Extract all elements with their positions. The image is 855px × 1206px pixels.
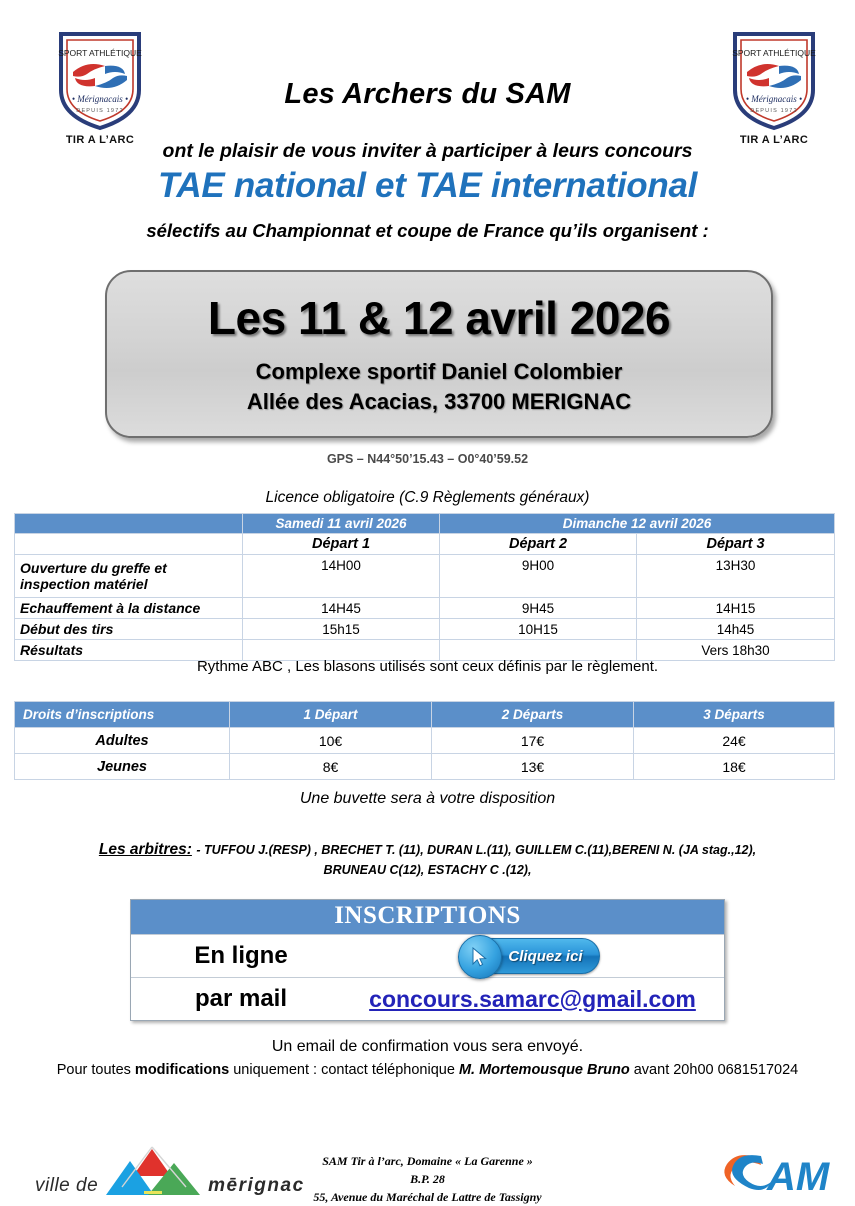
- licence-note: Licence obligatoire (C.9 Règlements généraux): [265, 489, 590, 506]
- cell-greffe-d1: 14H00: [243, 555, 440, 598]
- mail-value-cell: [341, 986, 724, 1013]
- row-label-resultats: Résultats: [15, 640, 243, 661]
- inscriptions-mail-row: [131, 977, 724, 1020]
- gps-coordinates: GPS – N44°50’15.43 – O0°40’59.52: [326, 452, 529, 466]
- referees-first-line: [0, 838, 855, 861]
- venue-place: Complexe sportif Daniel Colombier: [255, 359, 623, 385]
- cursor-icon: [458, 935, 502, 979]
- row-label-greffe: Ouverture du greffe et inspection matériel: [15, 555, 243, 598]
- sam-logo-icon: [715, 1146, 837, 1198]
- departure-3-header: Départ 3: [637, 534, 835, 555]
- invitation-line: ont le plaisir de vous inviter à participer à leurs concours: [162, 140, 693, 162]
- referees-section: [0, 838, 855, 880]
- fees-header-label: Droits d’inscriptions: [15, 702, 230, 728]
- svg-text:• Mérignacais •: • Mérignacais •: [71, 94, 129, 104]
- cell-greffe-d2: 9H00: [440, 555, 637, 598]
- qualifier-line: sélectifs au Championnat et coupe de France qu’ils organisent :: [146, 220, 709, 241]
- svg-text:SPORT ATHLÉTIQUE: SPORT ATHLÉTIQUE: [58, 48, 142, 58]
- competition-title: TAE national et TAE international: [157, 166, 698, 205]
- fees-table: [14, 701, 835, 780]
- refreshment-note: Une buvette sera à votre disposition: [299, 790, 556, 807]
- cell-greffe-d3: 13H30: [637, 555, 835, 598]
- cell-resultats-d3: Vers 18h30: [637, 640, 835, 661]
- footer-address-line-3: 55, Avenue du Maréchal de Lattre de Tassigny: [313, 1190, 542, 1204]
- venue-address: Allée des Acacias, 33700 MERIGNAC: [246, 389, 632, 414]
- mail-label: par mail: [194, 985, 288, 1012]
- table-row: [15, 598, 835, 619]
- cell-echauffement-d3: 14H15: [637, 598, 835, 619]
- svg-text:AM: AM: [767, 1155, 830, 1198]
- venue-box: [105, 270, 773, 438]
- footer-address-line-1: SAM Tir à l’arc, Domaine « La Garenne »: [322, 1154, 533, 1168]
- day-header-saturday: Samedi 11 avril 2026: [243, 514, 440, 534]
- schedule-corner-cell: [15, 514, 243, 534]
- email-link[interactable]: concours.samarc@gmail.com: [369, 985, 696, 1012]
- departure-1-header: Départ 1: [243, 534, 440, 555]
- svg-text:SPORT ATHLÉTIQUE: SPORT ATHLÉTIQUE: [732, 48, 816, 58]
- fees-jeunes-2: 13€: [432, 754, 634, 780]
- modification-suffix: avant 20h00 0681517024: [629, 1062, 799, 1078]
- table-row: [15, 754, 835, 780]
- online-value-cell: [341, 938, 724, 974]
- mouse-pointer-icon: [471, 947, 489, 967]
- ville-prefix-label: ville de: [35, 1175, 99, 1196]
- row-label-echauffement: Echauffement à la distance: [15, 598, 243, 619]
- fees-adultes-3: 24€: [634, 728, 835, 754]
- departure-2-header: Départ 2: [440, 534, 637, 555]
- inscriptions-title: INSCRIPTIONS: [131, 900, 724, 934]
- departure-corner-cell: [15, 534, 243, 555]
- footer-address-line-2: B.P. 28: [410, 1172, 445, 1186]
- ville-name-label: mērignac: [208, 1175, 305, 1196]
- event-dates: Les 11 & 12 avril 2026: [207, 292, 671, 345]
- sam-wordmark-logo: [715, 1146, 837, 1203]
- table-row: [15, 702, 835, 728]
- day-header-sunday: Dimanche 12 avril 2026: [440, 514, 835, 534]
- svg-text:• Mérignacais •: • Mérignacais •: [745, 94, 803, 104]
- modification-bold: modifications: [134, 1062, 230, 1078]
- confirmation-note: Un email de confirmation vous sera envoyé.: [271, 1038, 584, 1055]
- fees-adultes-1: 10€: [230, 728, 432, 754]
- fees-row-label-adultes: Adultes: [15, 728, 230, 754]
- modification-prefix: Pour toutes: [56, 1062, 135, 1078]
- club-logo-caption: TIR A L’ARC: [739, 134, 809, 146]
- club-logo-caption: TIR A L’ARC: [65, 134, 135, 146]
- table-row: [15, 514, 835, 534]
- fees-header-2departs: 2 Départs: [432, 702, 634, 728]
- fees-header-1depart: 1 Départ: [230, 702, 432, 728]
- referees-line-1: - TUFFOU J.(RESP) , BRECHET T. (11), DURAN L.(11), GUILLEM C.(11),BERENI N. (JA stag.,12),: [196, 843, 757, 857]
- fees-jeunes-3: 18€: [634, 754, 835, 780]
- table-row: [15, 555, 835, 598]
- inscriptions-box: [130, 899, 725, 1021]
- cell-echauffement-d1: 14H45: [243, 598, 440, 619]
- schedule-table: [14, 513, 835, 661]
- referees-line-2: BRUNEAU C(12), ESTACHY C .(12),: [323, 863, 532, 878]
- cliquez-ici-button[interactable]: [465, 938, 599, 974]
- fees-adultes-2: 17€: [432, 728, 634, 754]
- schedule-footnote: Rythme ABC , Les blasons utilisés sont ceux définis par le règlement.: [196, 658, 659, 675]
- referees-label: Les arbitres:: [98, 841, 192, 858]
- modification-mid: uniquement : contact téléphonique: [229, 1062, 459, 1078]
- row-label-debut-tirs: Début des tirs: [15, 619, 243, 640]
- svg-text:DEPUIS 1972: DEPUIS 1972: [76, 108, 124, 114]
- svg-text:DEPUIS 1972: DEPUIS 1972: [750, 108, 798, 114]
- page-title: Les Archers du SAM: [284, 78, 571, 110]
- online-label: En ligne: [194, 942, 288, 969]
- table-row: [15, 619, 835, 640]
- contact-person: M. Mortemousque Bruno: [458, 1062, 630, 1078]
- table-row: [15, 728, 835, 754]
- table-row: [15, 534, 835, 555]
- cell-echauffement-d2: 9H45: [440, 598, 637, 619]
- fees-jeunes-1: 8€: [230, 754, 432, 780]
- inscriptions-online-row: [131, 934, 724, 977]
- cliquez-ici-label: Cliquez ici: [508, 947, 583, 965]
- fees-row-label-jeunes: Jeunes: [15, 754, 230, 780]
- modification-note: [0, 1062, 855, 1078]
- fees-header-3departs: 3 Départs: [634, 702, 835, 728]
- cell-debut-d3: 14h45: [637, 619, 835, 640]
- cell-debut-d1: 15h15: [243, 619, 440, 640]
- cell-debut-d2: 10H15: [440, 619, 637, 640]
